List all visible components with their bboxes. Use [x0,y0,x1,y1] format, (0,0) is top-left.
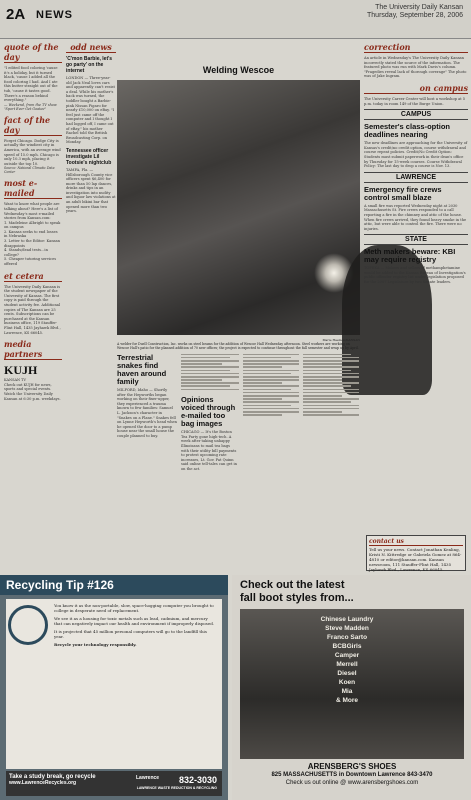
campus-text: The new deadlines are approaching for the University of Kansas's credit/no credit option, course withdrawal and course repeat policies. Credit/No Credit Option: Students must submit paperwork in their dean's office by Thursday for 15-week courses. Course Withdrawal Policy: The last day to drop a course is Nov. 13. [364,141,468,169]
odd-news-header: odd news [66,42,116,53]
state-headline[interactable]: Meth makers beware: KBI may require registry [364,247,456,265]
most-emailed-item[interactable]: 4. Stands/dead tests...in college? [4,248,48,257]
media-partners-header: media partners [4,339,62,360]
lawrence-headline[interactable]: Emergency fire crews control small blaze [364,184,442,202]
brand-list [292,615,402,705]
issue-date: Thursday, September 28, 2006 [367,12,463,19]
correction-header: correction [364,42,468,53]
recycling-url[interactable]: www.LawrenceRecycles.org [9,780,77,786]
state-label: STATE [364,234,468,245]
kujh-subtitle: KANSAN TV [4,378,27,383]
main-stories [117,352,360,572]
recycle-icon [8,605,48,645]
most-emailed-header: most e-mailed [4,178,62,199]
main-photo[interactable] [117,80,360,335]
et-cetera-text: The University Daily Kansan is the student newspaper of the University of Kansas. The first copy is paid through the student activity fee. Additional copies of The Kansan are 25 cents. Subscriptions can be purchased at the Kansan business office, 119 Stauffer-Flint Hall, 1435 Jayhawk Blvd., Lawrence, KS 66045. [4,284,61,335]
quote-header: quote of the day [4,42,62,63]
snake-story-col-2 [181,352,239,472]
recycling-paragraph: You know it as the non-portable, slow, space-hogging computer you brought to college in desperate need of replacement. [54,603,214,613]
campus-headline[interactable]: Semester's class-option deadlines nearing [364,122,450,140]
quote-attribution: — Weekend, from the TV show "Sport Ever Get Goatee" [4,102,57,111]
left-column [4,42,62,572]
boots-footer [240,763,464,787]
on-campus-header: on campus [364,83,468,94]
section-name: NEWS [36,9,73,21]
campus-label: CAMPUS [364,109,468,120]
recycling-phone: 832-3030 [178,775,217,785]
recycling-footer [6,771,222,796]
fact-text: Forget Chicago. Dodge City is actually the windiest city in America, with an average wind speed of 15.0 mph. Chicago is only 10.3 mph, placing it outside the top 10. [4,138,61,166]
most-emailed-item[interactable]: 5. Cheaper tutoring services offered [4,257,57,267]
story-body: MILFORD, Idaho — Shortly after the Hepworths began working on their fixer-upper, they experienced a trauma known to few families: Samuel L. Jackson's character in "Snakes on a Plane." Snakes fell on Lynne Hepworth's head when he opened the door to a pump house near the small house the couple planned to buy. [117,388,177,438]
snake-story-col-1 [117,352,177,439]
photo-credit: Marie Haemon/KANSAN [322,338,360,342]
recycling-tagline: Take a study break, go recycle [9,774,96,780]
most-emailed-intro: Want to know what people are talking about? Here's a list of Wednesday's most e-mailed stories from Kansan.com: [4,202,60,221]
boots-title-line-2: fall boot styles from... [240,592,354,604]
story2-body: CHICAGO — It's the Boston Tea Party gone high-tech. A week after taking unhappy Illinoisans to mail tea bags with their utility bill payments to protest upcoming rate increases, Lt. Gov. Pat Quinn said online tell-tales can get in on the act. [181,430,237,471]
main-header-area [117,42,360,78]
correction-text: An article in Wednesday's The University Daily Kansan incorrectly stated the source of the information. The featured photo was run with Mark Davis's column. "Fragedies reveal lack of thorough coverage" The photo was of Jake Ingram. [364,56,467,79]
store-address: 825 MASSACHUSETTS in Downtown Lawrence 843-3470 [271,772,433,778]
most-emailed-item[interactable]: 2. Kansas seeks to end losses in Nebraska [4,229,58,239]
most-emailed-item[interactable]: 1. Madeleine Albright to speak on campus [4,220,61,230]
recycling-paragraph: Recycle your technology responsibly. [54,642,137,647]
masthead-info [367,4,463,20]
right-column [364,42,468,532]
boots-ad-title [240,579,464,605]
recycling-paragraph: It is projected that 45 million personal computers will go to the landfill this year. [54,629,207,639]
odd-news-story-2: TAMPA, Fla. — Hillsborough County vice officers spent $6,400 for more than 50 lap dances, drinks and tips in an investigation into nudity and liquor law violations at an adult bikini bar that opened more than two years. [66,167,116,214]
store-website[interactable]: Check us out online @ www.arensbergshoes.com [285,780,419,786]
recycling-title: Recycling Tip #126 [0,575,228,595]
brand-item: Steve Madden [325,625,369,632]
et-cetera-header: et cetera [4,271,62,282]
media-text: Check out KUJH for news, sports and special events. Watch the University Daily Kansan at 6:30 p.m. weekdays. [4,382,61,401]
brand-item: Koen [338,679,356,686]
photo-caption: A welder for Duell Construction, Inc. works on steel beams for the addition of Wescoe Hall Wednesday afternoon. Steel workers are working on Wescoe Hall's patio for the planned addition of 70 new offices; the project is expected to continue throughout the fall semester and wrap up by April. [117,342,359,350]
fact-source: Source: National Climatic Data Center [4,166,55,175]
recycling-org: LAWRENCE WASTE REDUCTION & RECYCLING [136,786,217,790]
contact-header: contact us [369,538,463,546]
snake-story-col-4 [303,352,359,417]
page-number: 2A [6,6,26,23]
recycling-city: Lawrence [136,775,160,781]
quote-text: "I edited food coloring 'cause it's a holiday, but it turned black, 'cause I added all the food coloring I had. And I ate this butter straight out of the tub, 'cause it tastes good. There's a reason behind everything." [4,66,58,103]
photo-section-head: Welding Wescoe [202,65,275,75]
odd-news-column [66,42,116,572]
recycling-paragraph: We see it as a housing for toxic metals such as lead, cadmium, and mercury that can negatively impact our health and environment if improperly disposed. [54,616,215,626]
masthead [0,0,471,39]
lawrence-text: A small fire was reported Wednesday night at 2030 Massachusetts St. Fire crews responded to a call reporting a fire in the chimney and attic of the house. When fire crews arrived, they found heavy smoke in the attic, but were able to control the fire. There were no injuries. [364,203,467,231]
odd-news-headline-2[interactable]: Tennessee officer investigate Lil Tootsie's nightclub [66,147,112,166]
recycling-ad[interactable] [0,575,228,800]
brand-item: Franco Sarto [326,634,368,641]
contact-text: Tell us your news. Contact Jonathan Kealing, Kristi N. Kittredge or Gabriela Gomez at 864-4810 or editor@kansan.com. Kansan newsroom, 111 Stauffer-Flint Hall, 1435 Jayhawk Blvd., Lawrence, KS 66045. [369,547,462,572]
store-name: ARENSBERG'S SHOES [307,762,397,771]
on-campus-text: The University Career Center will host a workshop at 5 p.m. today in room 149 of the Burge Union. [364,96,466,106]
contact-box [366,535,466,571]
boots-ad[interactable] [232,575,471,800]
story-headline[interactable]: Terrestrial snakes find haven around family [117,353,167,386]
brand-item: Mia [341,688,353,695]
paper-name: The University Daily Kansan [375,4,463,11]
story2-headline[interactable]: Opinions voiced through e-mailed too bag images [181,395,236,429]
snake-story-col-3 [243,352,299,417]
brand-item: Chinese Laundry [320,616,374,623]
lawrence-label: LAWRENCE [364,172,468,183]
photo-caption-block [117,338,360,350]
odd-news-headline-1[interactable]: 'C'mon Barbie, let's go party' on the internet [66,56,113,74]
odd-news-story-1: LONDON — Three-year-old Jack Neal loves cars and apparently can't resist a deal. While his mother's back was turned, the toddler bought a Barbie-pink Nissan Figaro for nearly £10,000 on eBay. "I feel just came off the computer and I thought I had logged off, I came out of eBay," his mother Rachel told the British Broadcasting Corp. on Monday. [66,76,115,145]
brand-item: Diesel [337,670,357,677]
brand-item: & More [335,697,359,704]
state-text: TOPEKA — Makers and sellers of methamphetamine would be added to the Kansas Bureau of Investigation's public offender registry list under legislation proposed for the 2007 Legislature by two Senate leaders. [364,266,466,285]
most-emailed-item[interactable]: 3. Letter to the Editor: Kansan disappoints [4,239,60,248]
boots-title-line-1: Check out the latest [240,579,345,591]
brand-item: Merrell [336,661,358,668]
kujh-logo: KUJH [4,363,38,378]
fact-header: fact of the day [4,115,62,136]
brand-item: BCBGirls [332,643,362,650]
brand-item: Camper [334,652,360,659]
